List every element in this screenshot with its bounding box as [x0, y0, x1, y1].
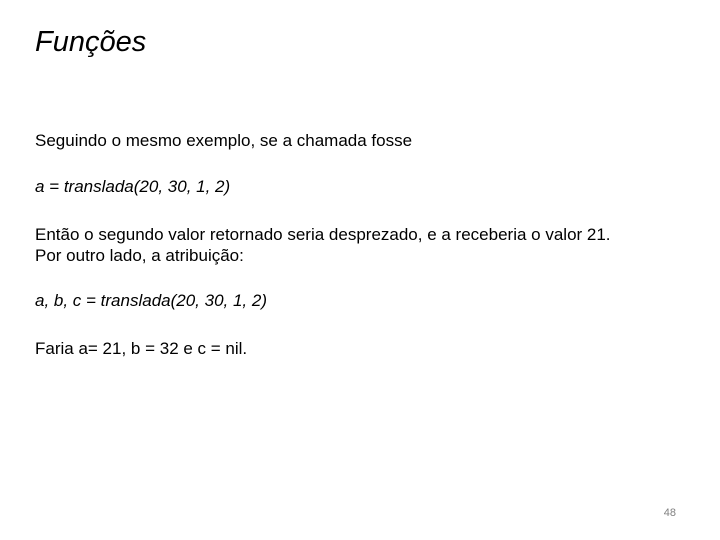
code-example-multiple-assignment: a, b, c = translada(20, 30, 1, 2) — [35, 291, 267, 310]
slide-title: Funções — [35, 26, 147, 58]
paragraph-explanation — [35, 224, 705, 266]
code-example-single-assignment: a = translada(20, 30, 1, 2) — [35, 177, 231, 196]
explanation-line-2: Por outro lado, a atribuição: — [35, 246, 244, 265]
explanation-line-1: Então o segundo valor retornado seria desprezado, e a receberia o valor 21. — [35, 225, 611, 244]
page-number: 48 — [663, 507, 676, 519]
paragraph-intro: Seguindo o mesmo exemplo, se a chamada fosse — [35, 131, 413, 150]
paragraph-result: Faria a= 21, b = 32 e c = nil. — [35, 339, 248, 358]
